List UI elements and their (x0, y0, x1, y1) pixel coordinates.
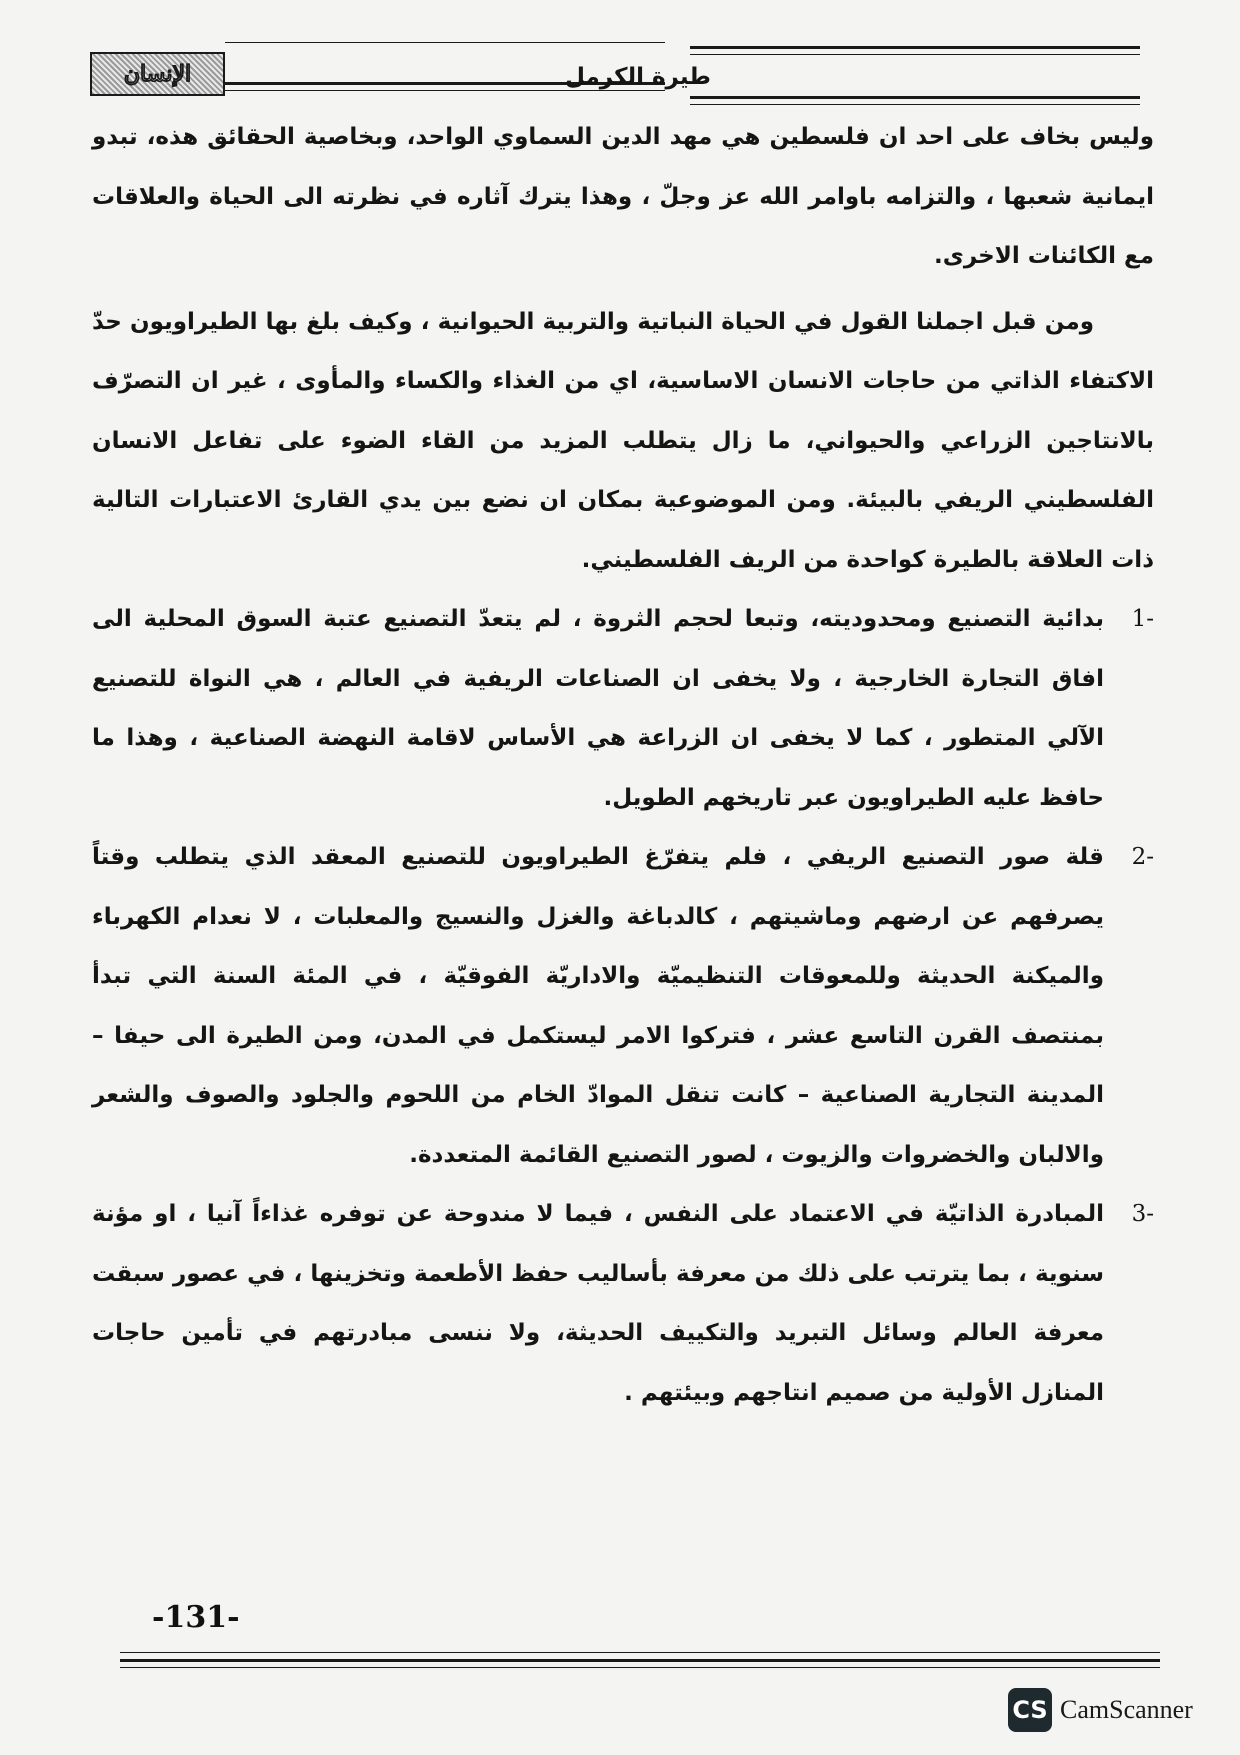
footer-rule (120, 1652, 1160, 1674)
camscanner-label: CamScanner (1060, 1695, 1193, 1724)
camscanner-logo-icon: CS (1008, 1688, 1052, 1732)
section-badge-text: الإنسان (123, 61, 192, 87)
header-rule-left (225, 42, 665, 49)
paragraph-1: وليس بخاف على احد ان فلسطين هي مهد الدين السماوي الواحد، وبخاصية الحقائق هذه، تبدو ايمانية شعبها ، والتزامه باوامر الله عز وجلّ ، وهذا يترك آثاره في نظرته الى الحياة والعلاقات مع الكائنات الاخرى. (92, 124, 1154, 269)
page-number: -131- (152, 1600, 240, 1635)
list-item-number: -3 (1131, 1201, 1154, 1227)
list-item-number: -2 (1131, 844, 1154, 870)
list-item-number: -1 (1131, 606, 1154, 632)
section-badge (90, 52, 225, 96)
header-rule-right (690, 46, 1140, 61)
list-item-3 (92, 1185, 1154, 1423)
list-item-text: قلة صور التصنيع الريفي ، فلم يتفرّغ الطيراويون للتصنيع المعقد الذي يتطلب وقتاً يصرفهم عن ارضهم وماشيتهم ، كالدباغة والغزل والنسيج والمعلبات ، لا نعدام الكهرباء والميكنة الحديثة وللمعوقات التنظيميّة والاداريّة الفوقيّة ، في المئة السنة التي تبدأ بمنتصف القرن التاسع عشر ، فتركوا الامر ليستكمل في المدن، ومن الطيرة الى حيفا –المدينة التجارية الصناعية – كانت تنقل الموادّ الخام من اللحوم والجلود والصوف والشعر والالبان والخضروات والزيوت ، لصور التصنيع القائمة المتعددة. (92, 844, 1104, 1168)
list-item-2 (92, 828, 1154, 1185)
camscanner-watermark (1008, 1688, 1193, 1732)
list-item-text: بدائية التصنيع ومحدوديته، وتبعا لحجم الثروة ، لم يتعدّ التصنيع عتبة السوق المحلية الى افاق التجارة الخارجية ، ولا يخفى ان الصناعات الريفية في العالم ، هي النواة للتصنيع الآلي المتطور ، كما لا يخفى ان الزراعة هي الأساس لاقامة النهضة الصناعية ، وهذا ما حافظ عليه الطيراويون عبر تاريخهم الطويل. (92, 606, 1104, 811)
paragraph-2: ومن قبل اجملنا القول في الحياة النباتية والتربية الحيوانية ، وكيف بلغ بها الطيراويون حدّ الاكتفاء الذاتي من حاجات الانسان الاساسية، اي من الغذاء والكساء والمأوى ، غير ان التصرّف بالانتاجين الزراعي والحيواني، ما زال يتطلب المزيد من القاء الضوء على تفاعل الانسان الفلسطيني الريفي بالبيئة. ومن الموضوعية بمكان ان نضع بين يدي القارئ الاعتبارات التالية ذات العلاقة بالطيرة كواحدة من الريف الفلسطيني. (92, 308, 1154, 573)
page-body (92, 108, 1154, 1423)
list-item-text: المبادرة الذاتيّة في الاعتماد على النفس ، فيما لا مندوحة عن توفره غذاءاً آنيا ، او مؤنة سنوية ، بما يترتب على ذلك من معرفة بأساليب حفظ الأطعمة وتخزينها ، في عصور سبقت معرفة العالم وسائل التبريد والتكييف الحديثة، ولا ننسى مبادرتهم في تأمين حاجات المنازل الأولية من صميم انتاجهم وبيئتهم . (92, 1201, 1104, 1406)
list-item-1 (92, 590, 1154, 828)
running-title: طيرة الكرمل (565, 64, 711, 90)
page-header (90, 22, 1150, 102)
